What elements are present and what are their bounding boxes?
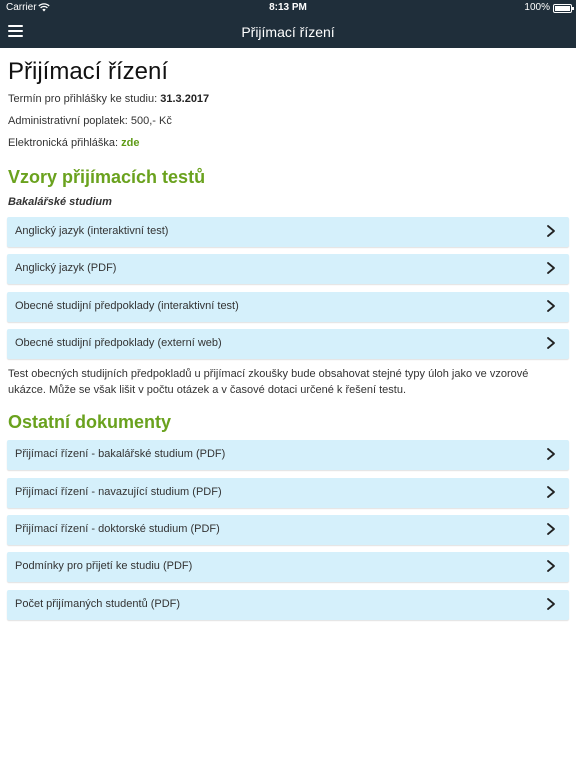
- chevron-right-icon: [545, 336, 557, 350]
- chevron-right-icon: [545, 597, 557, 611]
- documents-section-title: Ostatní dokumenty: [8, 412, 172, 432]
- list-item-label: Anglický jazyk (PDF): [15, 262, 117, 274]
- chevron-right-icon: [545, 261, 557, 275]
- battery-percentage: 100%: [524, 2, 550, 13]
- list-item-label: Podmínky pro přijetí ke studiu (PDF): [15, 560, 193, 572]
- application-link[interactable]: zde: [121, 137, 140, 149]
- administrative-fee: Administrativní poplatek: 500,- Kč: [8, 115, 172, 127]
- list-item-label: Přijímací řízení - doktorské studium (PDF): [15, 523, 220, 535]
- chevron-right-icon: [545, 299, 557, 313]
- chevron-right-icon: [545, 522, 557, 536]
- list-item-label: Počet přijímaných studentů (PDF): [15, 598, 181, 610]
- list-item[interactable]: [7, 217, 569, 247]
- tests-note: Test obecných studijních předpokladů u přijímací zkoušky bude obsahovat stejné typy úloh jako ve vzorové ukázce. Může se však lišit v počtu otázek a v časové dotaci určené k řešení testu.: [8, 368, 529, 396]
- list-item[interactable]: [7, 590, 569, 620]
- deadline-label: Termín pro přihlášky ke studiu:: [8, 93, 161, 105]
- nav-title: Přijímací řízení: [241, 24, 335, 40]
- list-item-label: Anglický jazyk (interaktivní test): [15, 225, 169, 237]
- carrier-label: Carrier: [6, 2, 37, 13]
- deadline-value: 31.3.2017: [160, 93, 210, 105]
- bachelor-subhead: Bakalářské studium: [8, 196, 112, 208]
- list-item-label: Přijímací řízení - navazující studium (PDF): [15, 486, 222, 498]
- chevron-right-icon: [545, 485, 557, 499]
- list-item[interactable]: [7, 292, 569, 322]
- chevron-right-icon: [545, 447, 557, 461]
- application-label: Elektronická přihláška:: [8, 137, 122, 149]
- list-item-label: Obecné studijní předpoklady (externí web): [15, 337, 222, 349]
- chevron-right-icon: [545, 559, 557, 573]
- list-item[interactable]: [7, 478, 569, 508]
- list-item[interactable]: [7, 515, 569, 545]
- list-item[interactable]: [7, 440, 569, 470]
- list-item[interactable]: [7, 552, 569, 582]
- list-item[interactable]: [7, 329, 569, 359]
- chevron-right-icon: [545, 224, 557, 238]
- tests-section-title: Vzory přijímacích testů: [8, 167, 206, 187]
- list-item-label: Přijímací řízení - bakalářské studium (PDF): [15, 448, 226, 460]
- application-deadline: [8, 93, 209, 105]
- electronic-application: [8, 137, 139, 149]
- status-time: 8:13 PM: [269, 2, 307, 13]
- list-item-label: Obecné studijní předpoklady (interaktivní test): [15, 300, 239, 312]
- list-item[interactable]: [7, 254, 569, 284]
- page-title: Přijímací řízení: [8, 58, 169, 85]
- status-bar: [0, 0, 576, 16]
- battery-icon: [553, 4, 572, 13]
- navigation-bar: [0, 16, 576, 48]
